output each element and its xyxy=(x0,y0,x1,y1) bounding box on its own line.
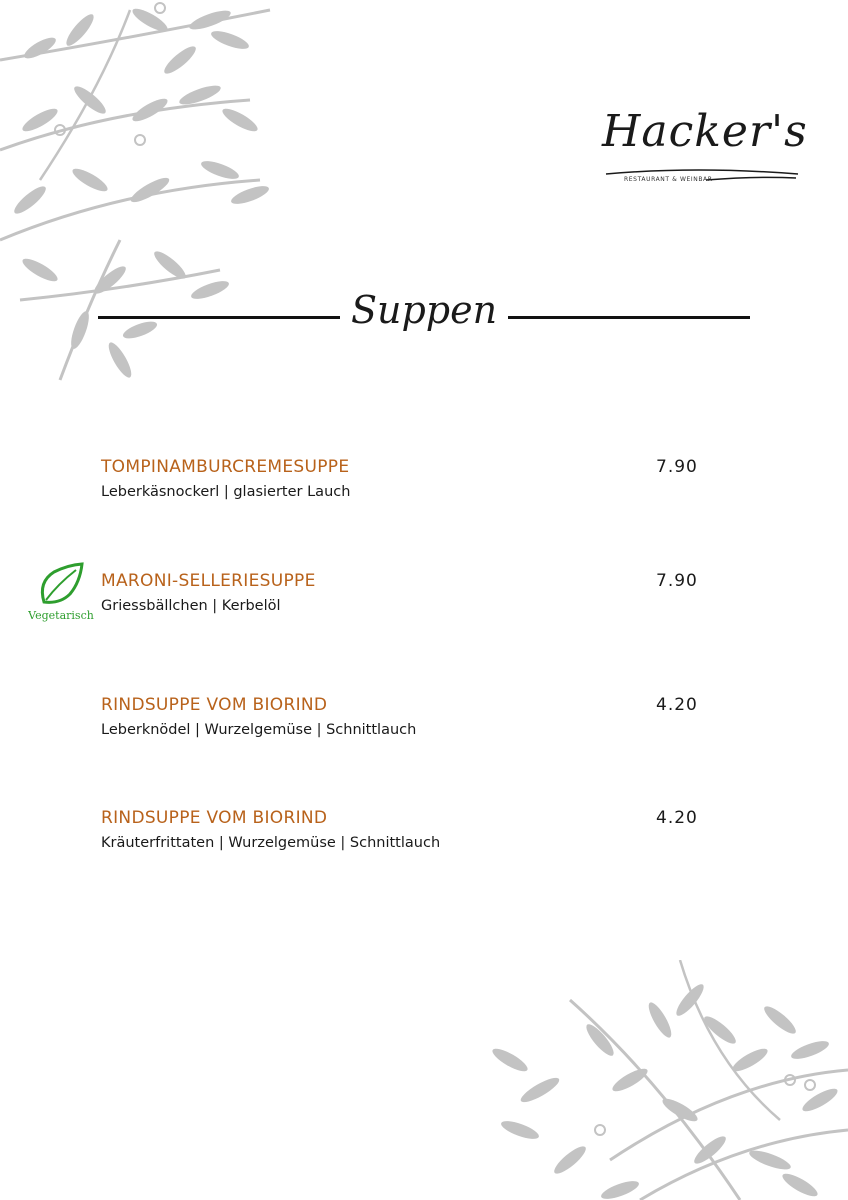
menu-item xyxy=(101,457,701,507)
item-description: Leberknödel | Wurzelgemüse | Schnittlauch xyxy=(101,722,417,738)
item-price: 4.20 xyxy=(656,695,698,715)
item-description: Leberkäsnockerl | glasierter Lauch xyxy=(101,484,351,500)
menu-item xyxy=(101,695,701,745)
item-name: TOMPINAMBURCREMESUPPE xyxy=(101,457,350,477)
restaurant-logo xyxy=(596,100,806,192)
leaf-icon xyxy=(24,560,98,608)
item-price: 4.20 xyxy=(656,808,698,828)
logo-tagline: RESTAURANT & WEINBAR xyxy=(624,176,713,183)
olive-branch-decoration-bottom xyxy=(480,960,848,1200)
heading-rule-left xyxy=(98,316,340,319)
vegetarian-label: Vegetarisch xyxy=(28,609,94,622)
logo-name: Hacker's xyxy=(602,106,808,157)
menu-item xyxy=(101,571,701,621)
section-heading xyxy=(98,284,750,344)
heading-rule-right xyxy=(508,316,750,319)
item-description: Griessbällchen | Kerbelöl xyxy=(101,598,281,614)
item-name: RINDSUPPE VOM BIORIND xyxy=(101,808,328,828)
vegetarian-badge xyxy=(24,560,98,626)
item-name: RINDSUPPE VOM BIORIND xyxy=(101,695,328,715)
menu-item xyxy=(101,808,701,858)
item-price: 7.90 xyxy=(656,457,698,477)
item-price: 7.90 xyxy=(656,571,698,591)
item-description: Kräuterfrittaten | Wurzelgemüse | Schnittlauch xyxy=(101,835,441,851)
section-title: Suppen xyxy=(350,288,498,332)
item-name: MARONI-SELLERIESUPPE xyxy=(101,571,316,591)
